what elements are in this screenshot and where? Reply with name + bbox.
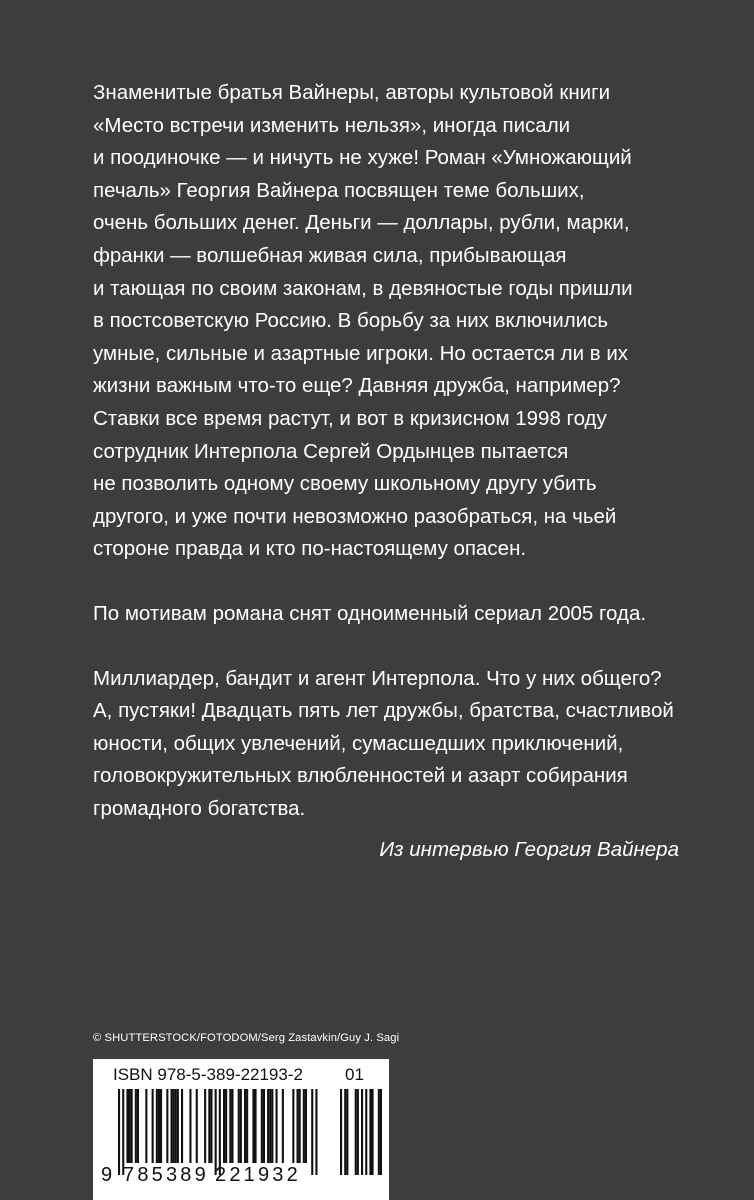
barcode-bar — [171, 1089, 173, 1163]
annotation-paragraph-2 — [93, 598, 713, 631]
text-line: жизни важным что-то еще? Давняя дружба, например? — [93, 374, 621, 398]
barcode-bar — [189, 1089, 191, 1163]
barcode-bar — [229, 1089, 231, 1163]
barcode-bar — [299, 1089, 301, 1163]
barcode-bar — [269, 1089, 271, 1163]
barcode-bar — [271, 1089, 273, 1163]
text-line: печаль» Георгия Вайнера посвящен теме больших, — [93, 178, 585, 202]
text-line: Миллиардер, бандит и агент Интерпола. Что у них общего? — [93, 666, 662, 690]
barcode-bar — [263, 1089, 265, 1163]
text-line: По мотивам романа снят одноименный сериал 2005 года. — [93, 601, 647, 625]
barcode-bar — [158, 1089, 160, 1163]
barcode-bar — [282, 1089, 284, 1163]
barcode-bar — [160, 1089, 162, 1163]
text-line: А, пустяки! Двадцать пять лет дружбы, братства, счастливой — [93, 699, 674, 723]
barcode-bar — [173, 1089, 175, 1163]
barcode-first-digit: 9 — [101, 1164, 113, 1186]
barcode-bar — [129, 1089, 131, 1163]
barcode-bar — [156, 1089, 158, 1163]
barcode-bar — [244, 1089, 246, 1163]
barcode-bar — [175, 1089, 177, 1163]
barcode-bar — [252, 1089, 254, 1163]
text-line: юности, общих увлечений, сумасшедших приключений, — [93, 731, 624, 755]
barcode-bar — [126, 1089, 128, 1163]
barcode-bar — [208, 1089, 210, 1163]
isbn-barcode — [93, 1059, 389, 1200]
annotation-text — [93, 77, 713, 825]
barcode-bar — [135, 1089, 137, 1163]
text-line: очень больших денег. Деньги — доллары, рубли, марки, — [93, 211, 630, 235]
text-line: головокружительных влюбленностей и азарт собирания — [93, 764, 628, 788]
barcode-bar — [225, 1089, 227, 1163]
barcode-bar — [131, 1089, 133, 1163]
text-line: умные, сильные и азартные игроки. Но остается ли в их — [93, 341, 629, 365]
quote-attribution: Из интервью Георгия Вайнера — [379, 838, 679, 861]
barcode-bar — [238, 1089, 240, 1163]
paragraph-spacer — [93, 566, 713, 598]
barcode-bar — [152, 1089, 154, 1163]
text-line: другого, и уже почти невозможно разобраться, на чьей — [93, 504, 617, 528]
barcode-bar — [305, 1089, 307, 1163]
barcode-bar — [137, 1089, 139, 1163]
text-line: в постсоветскую Россию. В борьбу за них включились — [93, 309, 609, 333]
barcode-bar — [255, 1089, 257, 1163]
text-line: Знаменитые братья Вайнеры, авторы культовой книги — [93, 81, 611, 104]
text-line: громадного богатства. — [93, 796, 306, 820]
photo-credit: © SHUTTERSTOCK/FOTODOM/Serg Zastavkin/Guy J. Sagi — [93, 1032, 400, 1044]
barcode-bar — [240, 1089, 242, 1163]
barcode-bar — [246, 1089, 248, 1163]
barcode-right-group: 221932 — [215, 1164, 301, 1186]
barcode-bar — [231, 1089, 233, 1163]
isbn-label: ISBN 978-5-389-22193-2 — [113, 1065, 303, 1084]
barcode-bar — [297, 1089, 299, 1163]
addon-code: 01 — [345, 1065, 364, 1084]
text-line: сотрудник Интерпола Сергей Ордынцев пытается — [93, 439, 569, 463]
text-line: не позволить одному своему школьному другу убить — [93, 472, 597, 496]
barcode-bar — [204, 1089, 206, 1163]
barcode-left-group: 785389 — [123, 1164, 209, 1186]
barcode-bar — [177, 1089, 179, 1163]
annotation-paragraph-1 — [93, 77, 713, 566]
barcode-bar — [261, 1089, 263, 1163]
barcode-bar — [303, 1089, 305, 1163]
barcode-bar — [210, 1089, 212, 1163]
text-line: и тающая по своим законам, в девяностые годы пришли — [93, 276, 633, 300]
text-line: «Место встречи изменить нельзя», иногда писали — [93, 113, 571, 137]
barcode-bar — [181, 1089, 183, 1163]
annotation-paragraph-3 — [93, 663, 713, 826]
barcode-bar — [292, 1089, 294, 1163]
paragraph-spacer — [93, 631, 713, 663]
barcode-bar — [166, 1089, 168, 1163]
barcode-bar — [145, 1089, 147, 1163]
text-line: и поодиночке — и ничуть не хуже! Роман «Умножающий — [93, 146, 632, 170]
text-line: Ставки все время растут, и вот в кризисном 1998 году — [93, 406, 607, 430]
text-line: франки — волшебная живая сила, прибывающая — [93, 243, 567, 267]
barcode-bar — [276, 1089, 278, 1163]
barcode-digits — [93, 1163, 389, 1189]
barcode-bar — [223, 1089, 225, 1163]
barcode-bar — [196, 1089, 198, 1163]
text-line: стороне правда и кто по-настоящему опасен. — [93, 537, 527, 561]
barcode-bar — [267, 1089, 269, 1163]
